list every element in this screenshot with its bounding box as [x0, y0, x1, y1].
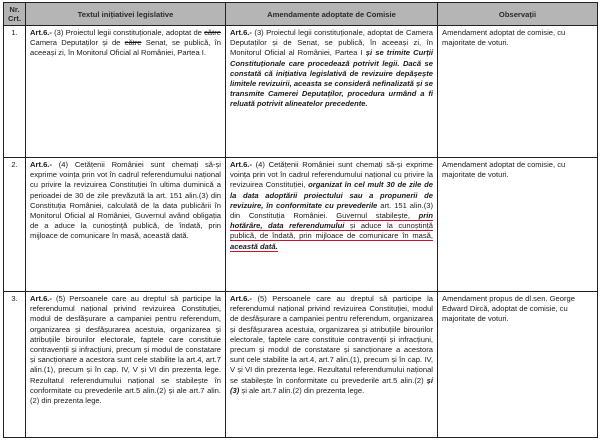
- header-initial-text: Textul inițiativei legislative: [26, 3, 226, 26]
- underlined-text: și aduce la cunoștință publică, de îndată, prin mijloace de comunicare în masă,: [230, 221, 433, 241]
- article-label: Art.6.-: [230, 294, 252, 303]
- table-row: [4, 292, 598, 438]
- amendments-table: [3, 2, 598, 438]
- article-label: Art.6.-: [30, 160, 52, 169]
- amendment-cell: [226, 158, 438, 292]
- article-label: Art.6.-: [230, 160, 252, 169]
- table-row: [4, 26, 598, 158]
- initial-text-cell: [26, 292, 226, 438]
- added-text: organizat în cel mult 30 de zile de la data adoptării proiectului sau a propunerii de revizuire, în conformitate cu prevederile: [230, 180, 433, 210]
- header-observations: Observații: [438, 3, 598, 26]
- text-fragment: Camera Deputaților și de: [30, 38, 125, 48]
- initial-text-cell: [26, 158, 226, 292]
- observation-cell: Amendament adoptat de comisie, cu majoritate de voturi.: [438, 158, 598, 292]
- header-nr: Nr. Crt.: [4, 3, 26, 26]
- text-fragment: (4) Cetățenii României sunt chemați să-și exprime voința prin vot în cadrul referendumului național cu privire la revizuirea Constituției în ultima duminică a perioadei de 30 de zile prevăzută la art. 151 alin.(3) din Constituția României, calculată de la data publicării în Monitorul Oficial al României, Guvernul având obligația de a aduce la cunoștință publică, de îndată, prin mijloace de comunicare în masă, această dată.: [30, 160, 221, 241]
- text-fragment: și ale art.7 alin.(2) din prezenta lege.: [239, 385, 365, 395]
- amendment-cell: [226, 292, 438, 438]
- article-label: Art.6.-: [230, 28, 252, 37]
- row-number: 1.: [4, 26, 26, 158]
- text-fragment: (3) Proiectul legii constituționale, adoptat de: [51, 28, 205, 37]
- added-text-underlined: această dată.: [230, 241, 278, 251]
- deleted-word: către: [124, 38, 142, 48]
- header-amendments: Amendamente adoptate de Comisie: [226, 3, 438, 26]
- underlined-text: Guvernul stabilește,: [336, 211, 419, 221]
- added-text: și (3): [230, 375, 433, 395]
- added-text: și se trimite Curții Constituționale care procedează potrivit legii. Dacă se constată că inițiativa legislativă de revizuire depășește limitele revizuirii, aceasta se consideră nefinalizată și se transmite Camerei Deputaților, procedura urmând a fi reluată potrivit alineatelor precedente.: [230, 48, 433, 109]
- text-fragment: (4) Cetățenii României sunt chemați să-și exprime voința prin vot în cadrul referendumului național cu privire la revizuirea Constituției,: [230, 160, 433, 190]
- row-number: 3.: [4, 292, 26, 438]
- row-number: 2.: [4, 158, 26, 292]
- observation-cell: Amendament adoptat de comisie, cu majoritate de voturi.: [438, 26, 598, 158]
- text-fragment: art. 151 alin.(3) din Constituția României.: [230, 200, 433, 221]
- table-header-row: [4, 3, 598, 26]
- text-fragment: Senat, se publică, în aceeași zi, în Monitorul Oficial al României, Partea I.: [30, 38, 221, 58]
- article-label: Art.6.-: [30, 28, 52, 37]
- observation-cell: Amendament propus de dl.sen. George Edward Dircă, adoptat de comisie, cu majoritate de voturi.: [438, 292, 598, 438]
- text-fragment: (3) Proiectul legii constituționale, adoptat de Camera Deputaților și de Senat, se publică, în aceeași zi, în Monitorul Oficial al României, Partea I: [230, 28, 433, 58]
- added-text-underlined: prin hotărâre, data referendumului: [230, 211, 433, 231]
- table-row: [4, 158, 598, 292]
- amendment-cell: [226, 26, 438, 158]
- text-fragment: (5) Persoanele care au dreptul să participe la referendumul național privind revizuirea Constituției, modul de desfășurare a campaniei pentru referendum, organizarea și desfășurarea acestuia, organizarea și atribuțiile birourilor electorale, faptele care constituie contravenții și infracțiuni, precum și modul de constatare și sancționare a acestora sunt cele stabilite la art.4, art.7 alin.(1), precum și în cap. IV, V și VI din prezenta lege. Rezultatul referendumului național se stabilește în conformitate cu prevederile art.5 alin.(2) și ale art.7 alin. (2) din prezenta lege.: [30, 294, 221, 406]
- initial-text-cell: [26, 26, 226, 158]
- article-label: Art.6.-: [30, 294, 52, 303]
- deleted-word: către: [204, 28, 221, 37]
- text-fragment: (5) Persoanele care au dreptul să participe la referendumul național privind revizuirea Constituției, modul de desfășurare a campaniei pentru referendum, organizarea și desfășurarea acestuia, organizarea și atribuțiile birourilor electorale, faptele care constituie contravenții și infracțiuni, precum și modul de constatare și sancționare a acestora sunt cele stabilite la art.4, art.7 alin.(1), precum și în cap. IV, V și VI din prezenta lege. Rezultatul referendumului național se stabilește în conformitate cu prevederile art.5 alin.(2): [230, 294, 433, 385]
